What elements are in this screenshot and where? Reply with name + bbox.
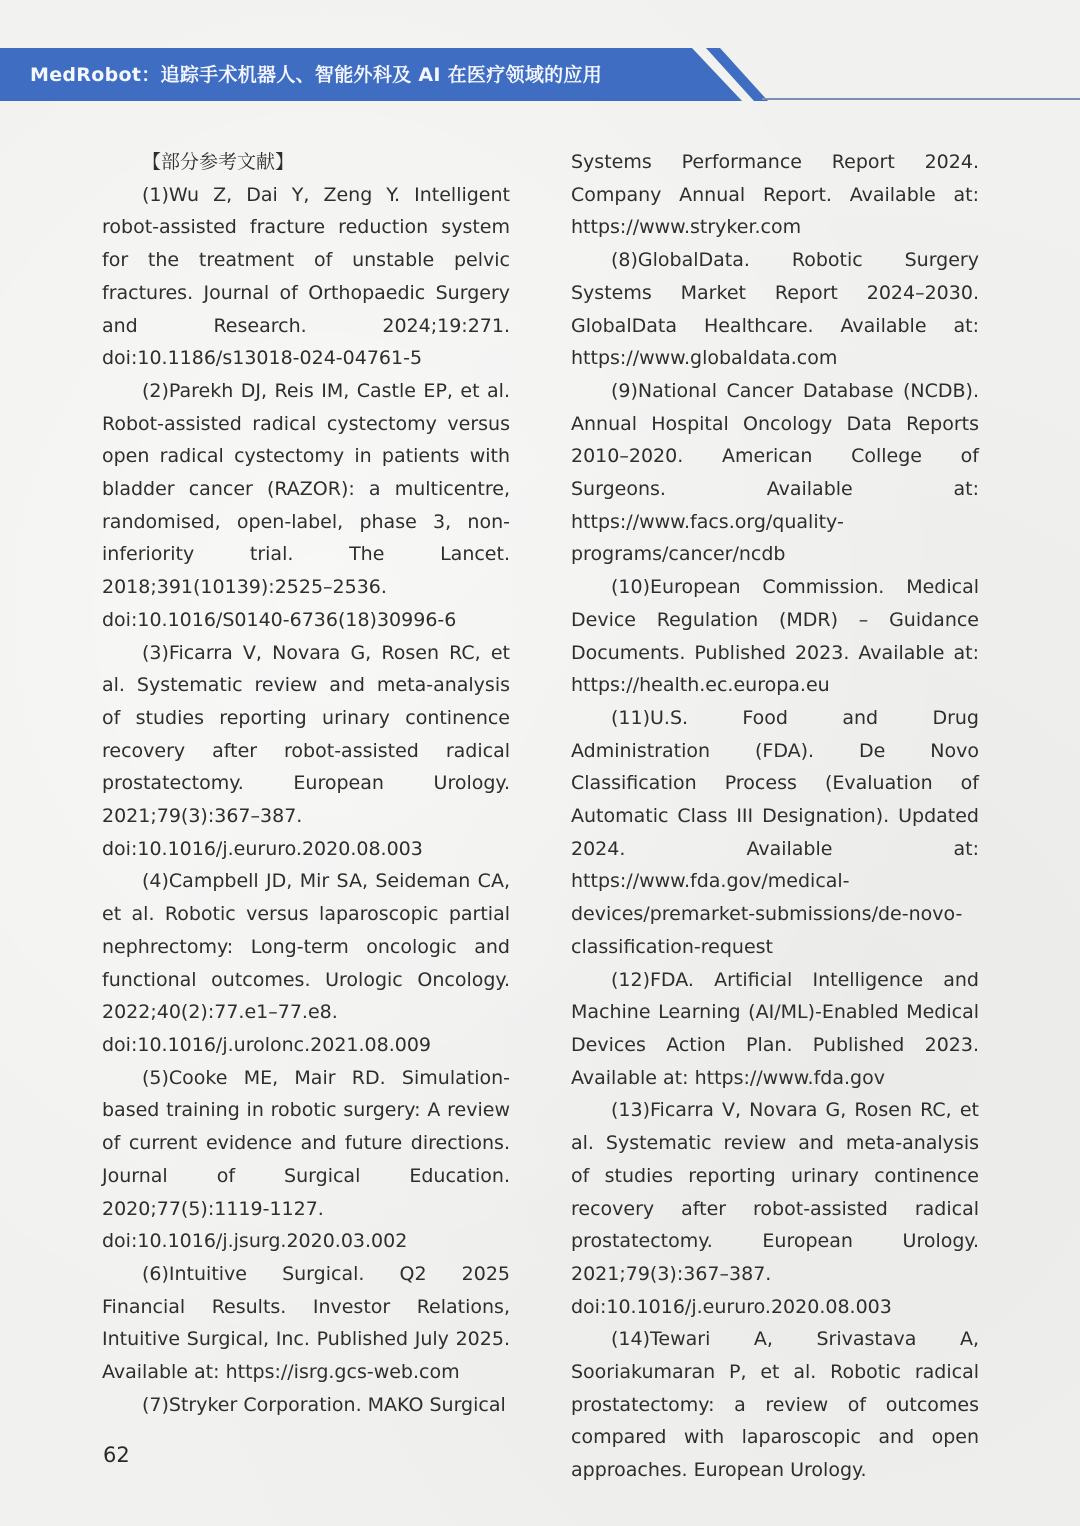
reference-item-11: (11)U.S. Food and Drug Administration (FDA). De Novo Classification Process (Evaluation of Automatic Class III Designation). Updated 2024. Available at: https://www.fda.gov/medical-devices/premarket-submissions/de-novo-classification-request [571, 706, 979, 958]
references-column-right [571, 146, 979, 1487]
reference-item-1: (1)Wu Z, Dai Y, Zeng Y. Intelligent robot-assisted fracture reduction system for the treatment of unstable pelvic fractures. Journal of Orthopaedic Surgery and Research. 2024;19:271. doi:10.1186/s13018-024-04761-5 [102, 183, 510, 370]
reference-item-2: (2)Parekh DJ, Reis IM, Castle EP, et al. Robot-assisted radical cystectomy versus open radical cystectomy in patients with bladder cancer (RAZOR): a multicentre, randomised, open-label, phase 3, non-inferiority trial. The Lancet. 2018;391(10139):2525–2536. doi:10.1016/S0140-6736(18)30996-6 [102, 379, 510, 631]
reference-item-13: (13)Ficarra V, Novara G, Rosen RC, et al. Systematic review and meta-analysis of studies reporting urinary continence recovery after robot-assisted radical prostatectomy. European Urology. 2021;79(3):367–387. doi:10.1016/j.eururo.2020.08.003 [571, 1099, 979, 1318]
reference-item-3: (3)Ficarra V, Novara G, Rosen RC, et al. Systematic review and meta-analysis of studies reporting urinary continence recovery after robot-assisted radical prostatectomy. European Urology. 2021;79(3):367–387. doi:10.1016/j.eururo.2020.08.003 [102, 641, 510, 860]
reference-item-7: (7)Stryker Corporation. MAKO Surgical [142, 1393, 506, 1416]
reference-item-5: (5)Cooke ME, Mair RD. Simulation-based training in robotic surgery: A review of current evidence and future directions. Journal of Surgical Education. 2020;77(5):1119-1127. doi:10.1016/j.jsurg.2020.03.002 [102, 1066, 510, 1253]
references-column-left [102, 146, 510, 1421]
reference-item-14: (14)Tewari A, Srivastava A, Sooriakumaran P, et al. Robotic radical prostatectomy: a review of outcomes compared with laparoscopic and open approaches. European Urology. [571, 1328, 979, 1482]
header-rule-line [762, 98, 1080, 100]
reference-item-7-continuation: Systems Performance Report 2024. Company Annual Report. Available at: https://www.stryker.com [571, 151, 979, 239]
references-heading: 【部分参考文献】 [142, 151, 295, 173]
reference-item-8: (8)GlobalData. Robotic Surgery Systems Market Report 2024–2030. GlobalData Healthcare. Available at: https://www.globaldata.com [571, 249, 979, 370]
reference-item-10: (10)European Commission. Medical Device Regulation (MDR) – Guidance Documents. Published 2023. Available at: https://health.ec.europa.eu [571, 576, 979, 697]
running-header-title: MedRobot：追踪手术机器人、智能外科及 AI 在医疗领域的应用 [30, 64, 603, 86]
reference-item-12: (12)FDA. Artificial Intelligence and Machine Learning (AI/ML)-Enabled Medical Devices Action Plan. Published 2023. Available at: https://www.fda.gov [571, 968, 979, 1089]
reference-item-9: (9)National Cancer Database (NCDB). Annual Hospital Oncology Data Reports 2010–2020. American College of Surgeons. Available at: https://www.facs.org/quality-programs/cancer/ncdb [571, 379, 979, 566]
reference-item-6: (6)Intuitive Surgical. Q2 2025 Financial Results. Investor Relations, Intuitive Surgical, Inc. Published July 2025. Available at: https://isrg.gcs-web.com [102, 1262, 510, 1384]
page-number: 62 [103, 1443, 130, 1467]
reference-item-4: (4)Campbell JD, Mir SA, Seideman CA, et al. Robotic versus laparoscopic partial nephrectomy: Long-term oncologic and functional outcomes. Urologic Oncology. 2022;40(2):77.e1–77.e8. doi:10.1016/j.urolonc.2021.08.009 [102, 870, 510, 1056]
